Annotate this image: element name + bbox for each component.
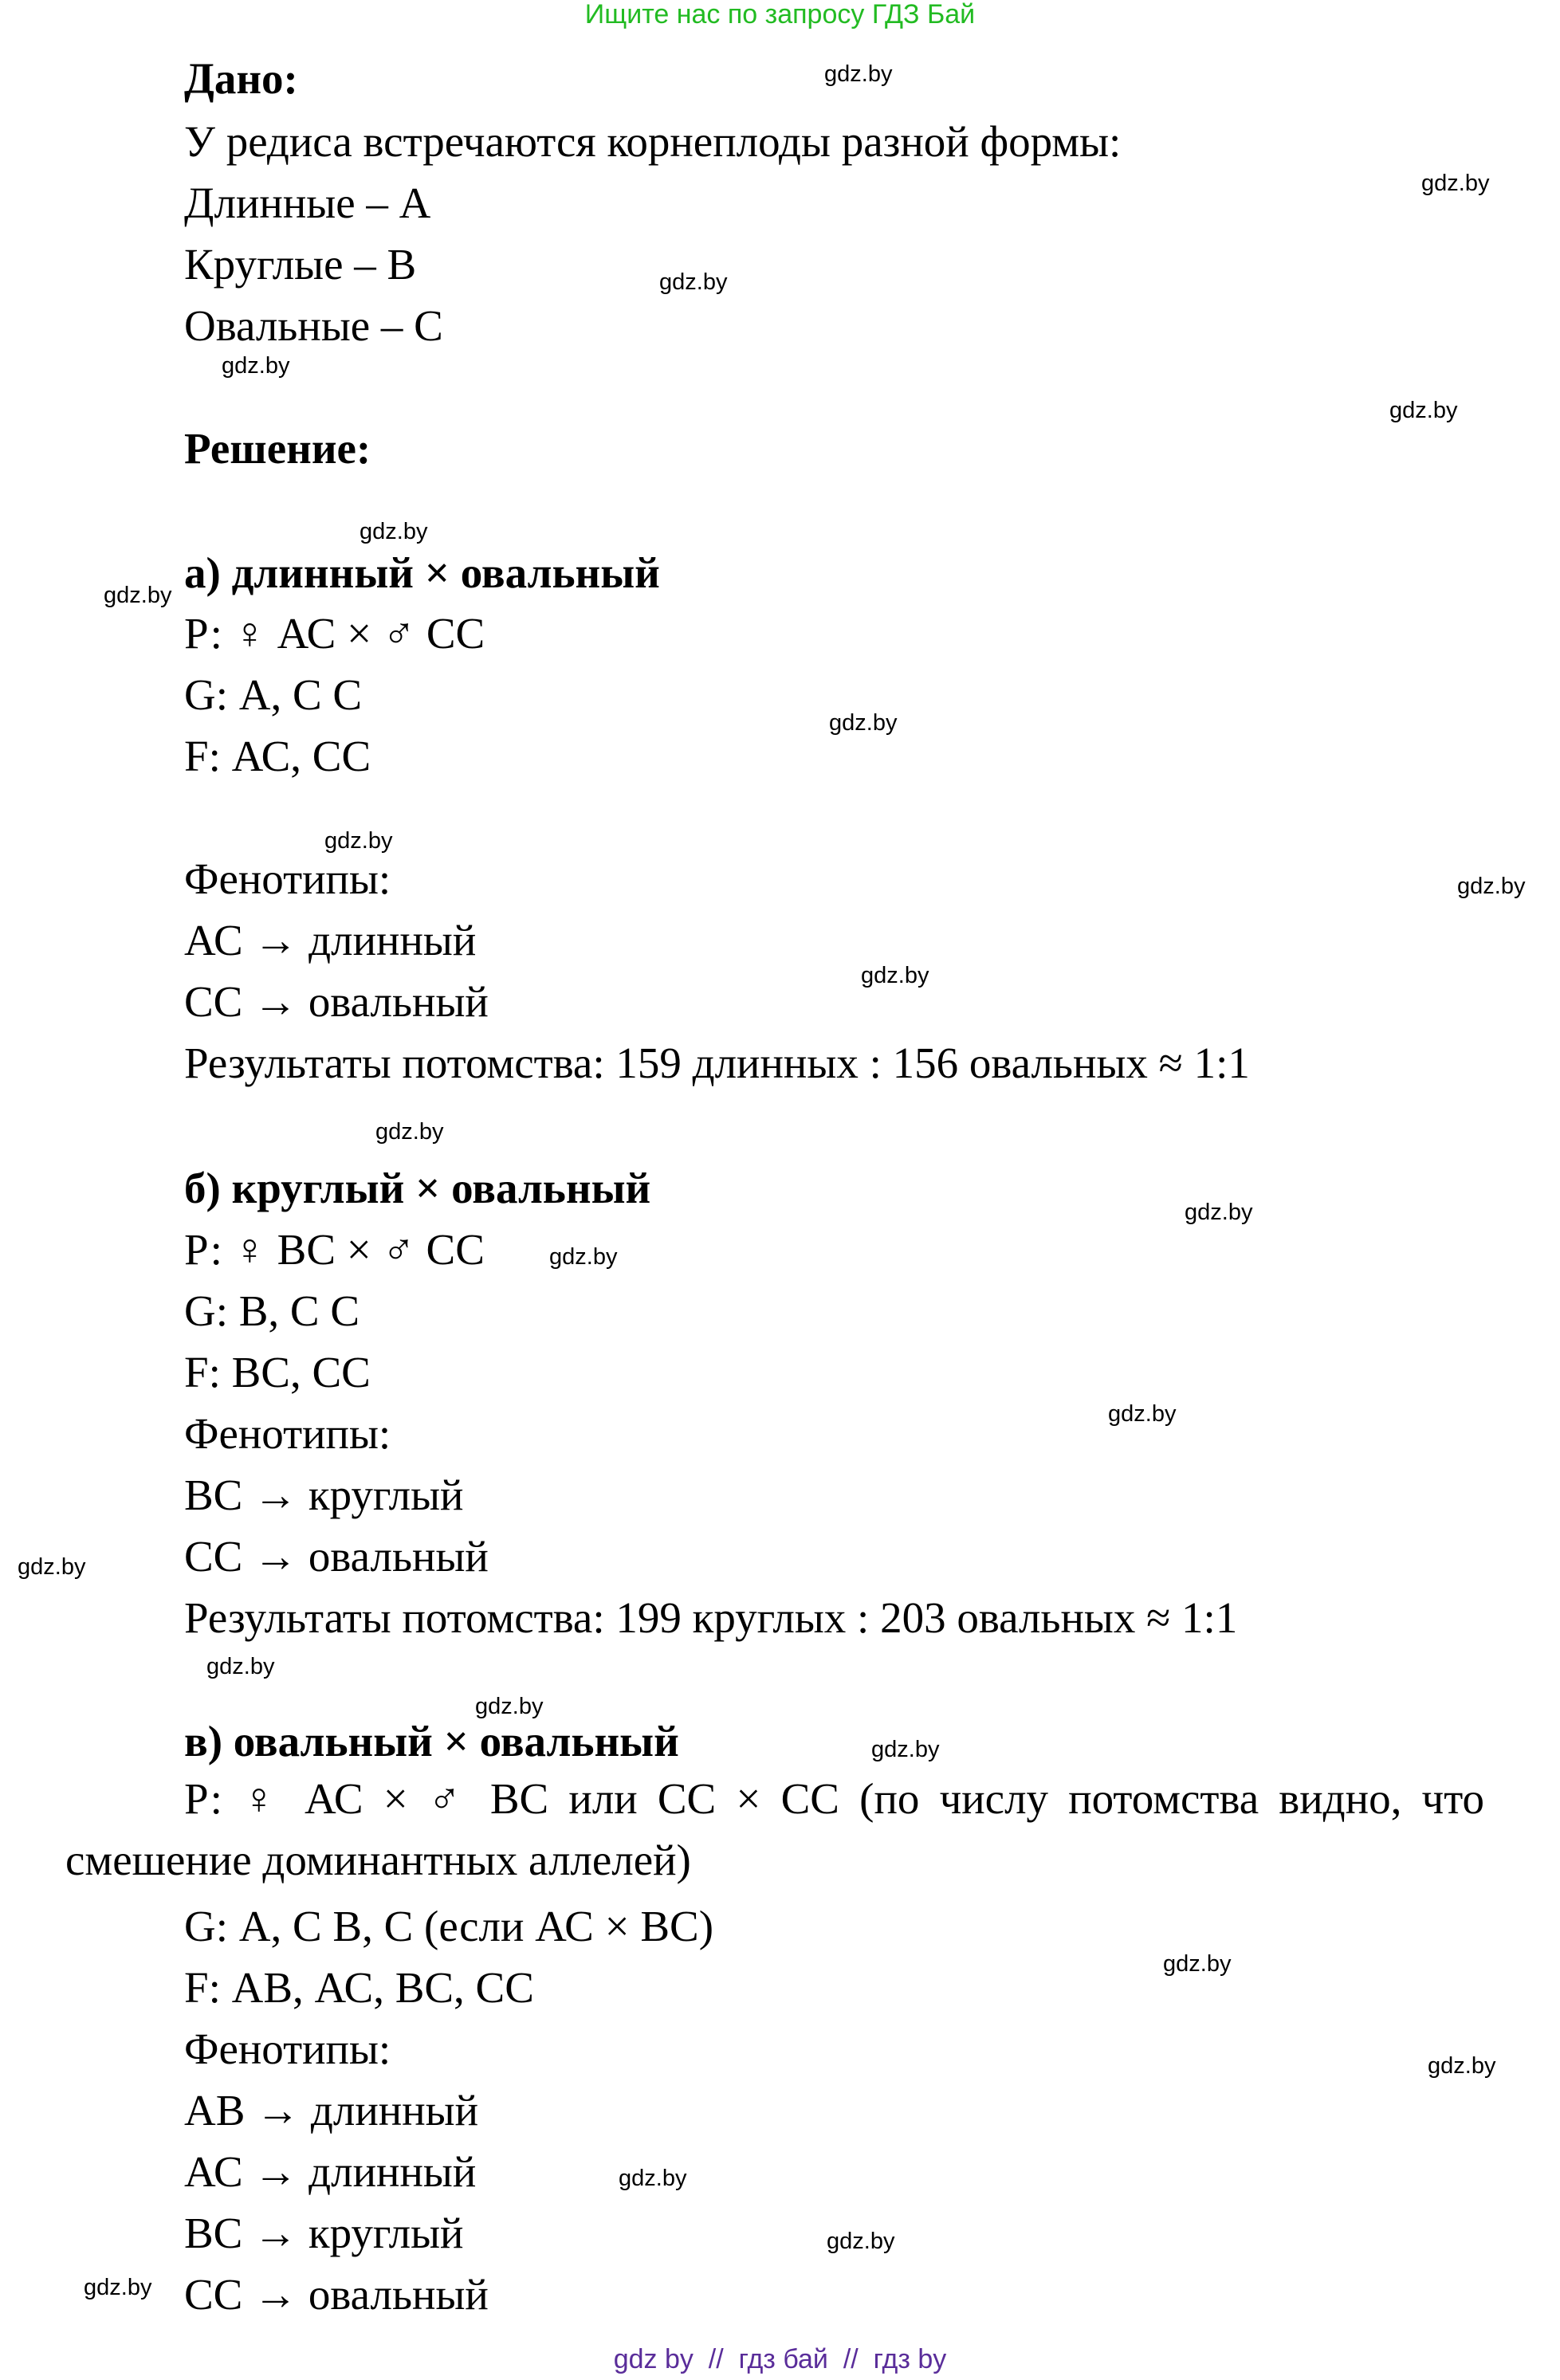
watermark: gdz.by [1428, 2053, 1496, 2079]
part-b-heading: б) круглый × овальный [184, 1164, 651, 1212]
given-line: Круглые – В [184, 240, 417, 289]
watermark: gdz.by [1421, 171, 1490, 196]
watermark: gdz.by [104, 583, 172, 608]
part-b-result: Результаты потомства: 199 круглых : 203 овальных ≈ 1:1 [184, 1593, 1238, 1642]
part-a-offspring: F: АС, СС [184, 732, 371, 780]
part-c-heading: в) овальный × овальный [184, 1717, 679, 1765]
part-b-phenotype: СС → овальный [184, 1532, 489, 1581]
watermark: gdz.by [360, 519, 428, 544]
watermark: gdz.by [829, 710, 898, 736]
watermark: gdz.by [871, 1737, 940, 1762]
part-a-gametes: G: А, С С [184, 670, 363, 719]
watermark: gdz.by [475, 1694, 544, 1719]
watermark: gdz.by [84, 2275, 152, 2300]
part-c-phenotype: АС → длинный [184, 2147, 477, 2196]
watermark: gdz.by [619, 2166, 687, 2191]
given-intro: У редиса встречаются корнеплоды разной формы: [184, 117, 1122, 166]
top-banner-link[interactable]: Ищите нас по запросу ГДЗ Бай [584, 0, 976, 29]
watermark: gdz.by [1185, 1200, 1253, 1225]
watermark: gdz.by [1389, 398, 1458, 423]
watermark: gdz.by [861, 963, 929, 988]
part-c-phenotypes-heading: Фенотипы: [184, 2025, 391, 2073]
watermark: gdz.by [1108, 1401, 1177, 1427]
part-c-phenotype: СС → овальный [184, 2270, 489, 2319]
part-b-phenotype: ВС → круглый [184, 1471, 464, 1519]
watermark: gdz.by [375, 1119, 444, 1145]
watermark: gdz.by [549, 1244, 618, 1270]
part-c-phenotype: АВ → длинный [184, 2086, 479, 2135]
part-a-phenotype: СС → овальный [184, 977, 489, 1026]
watermark: gdz.by [824, 61, 893, 87]
part-a-heading: а) длинный × овальный [184, 548, 660, 597]
watermark: gdz.by [18, 1554, 86, 1580]
part-c-offspring: F: АВ, АС, ВС, СС [184, 1963, 534, 2012]
part-a-result: Результаты потомства: 159 длинных : 156 овальных ≈ 1:1 [184, 1039, 1250, 1087]
part-a-phenotype: АС → длинный [184, 916, 477, 964]
watermark: gdz.by [827, 2229, 895, 2254]
watermark: gdz.by [659, 269, 728, 295]
part-c-parents: Р: ♀ АС × ♂ ВС или СС × СС (по числу потомства видно, что смешение доминантных аллелей) [65, 1774, 1484, 1884]
part-b-phenotypes-heading: Фенотипы: [184, 1409, 391, 1458]
part-b-offspring: F: ВС, СС [184, 1348, 371, 1396]
part-a-phenotypes-heading: Фенотипы: [184, 854, 391, 903]
part-c-phenotype: ВС → круглый [184, 2209, 464, 2257]
part-b-gametes: G: В, С С [184, 1286, 360, 1335]
part-a-parents: Р: ♀ АС × ♂ СС [184, 609, 485, 658]
watermark: gdz.by [206, 1654, 275, 1679]
watermark: gdz.by [1457, 874, 1526, 899]
given-heading: Дано: [184, 54, 298, 103]
watermark: gdz.by [324, 828, 393, 854]
given-line: Длинные – А [184, 179, 431, 227]
solution-heading: Решение: [184, 424, 371, 473]
part-c-gametes: G: А, С В, С (если АС × ВС) [184, 1902, 714, 1950]
footer-links[interactable]: gdz by // гдз бай // гдз by [613, 2344, 947, 2374]
watermark: gdz.by [1163, 1951, 1232, 1977]
part-b-parents: Р: ♀ ВС × ♂ СС [184, 1225, 485, 1274]
watermark: gdz.by [222, 353, 290, 379]
given-line: Овальные – С [184, 301, 443, 350]
